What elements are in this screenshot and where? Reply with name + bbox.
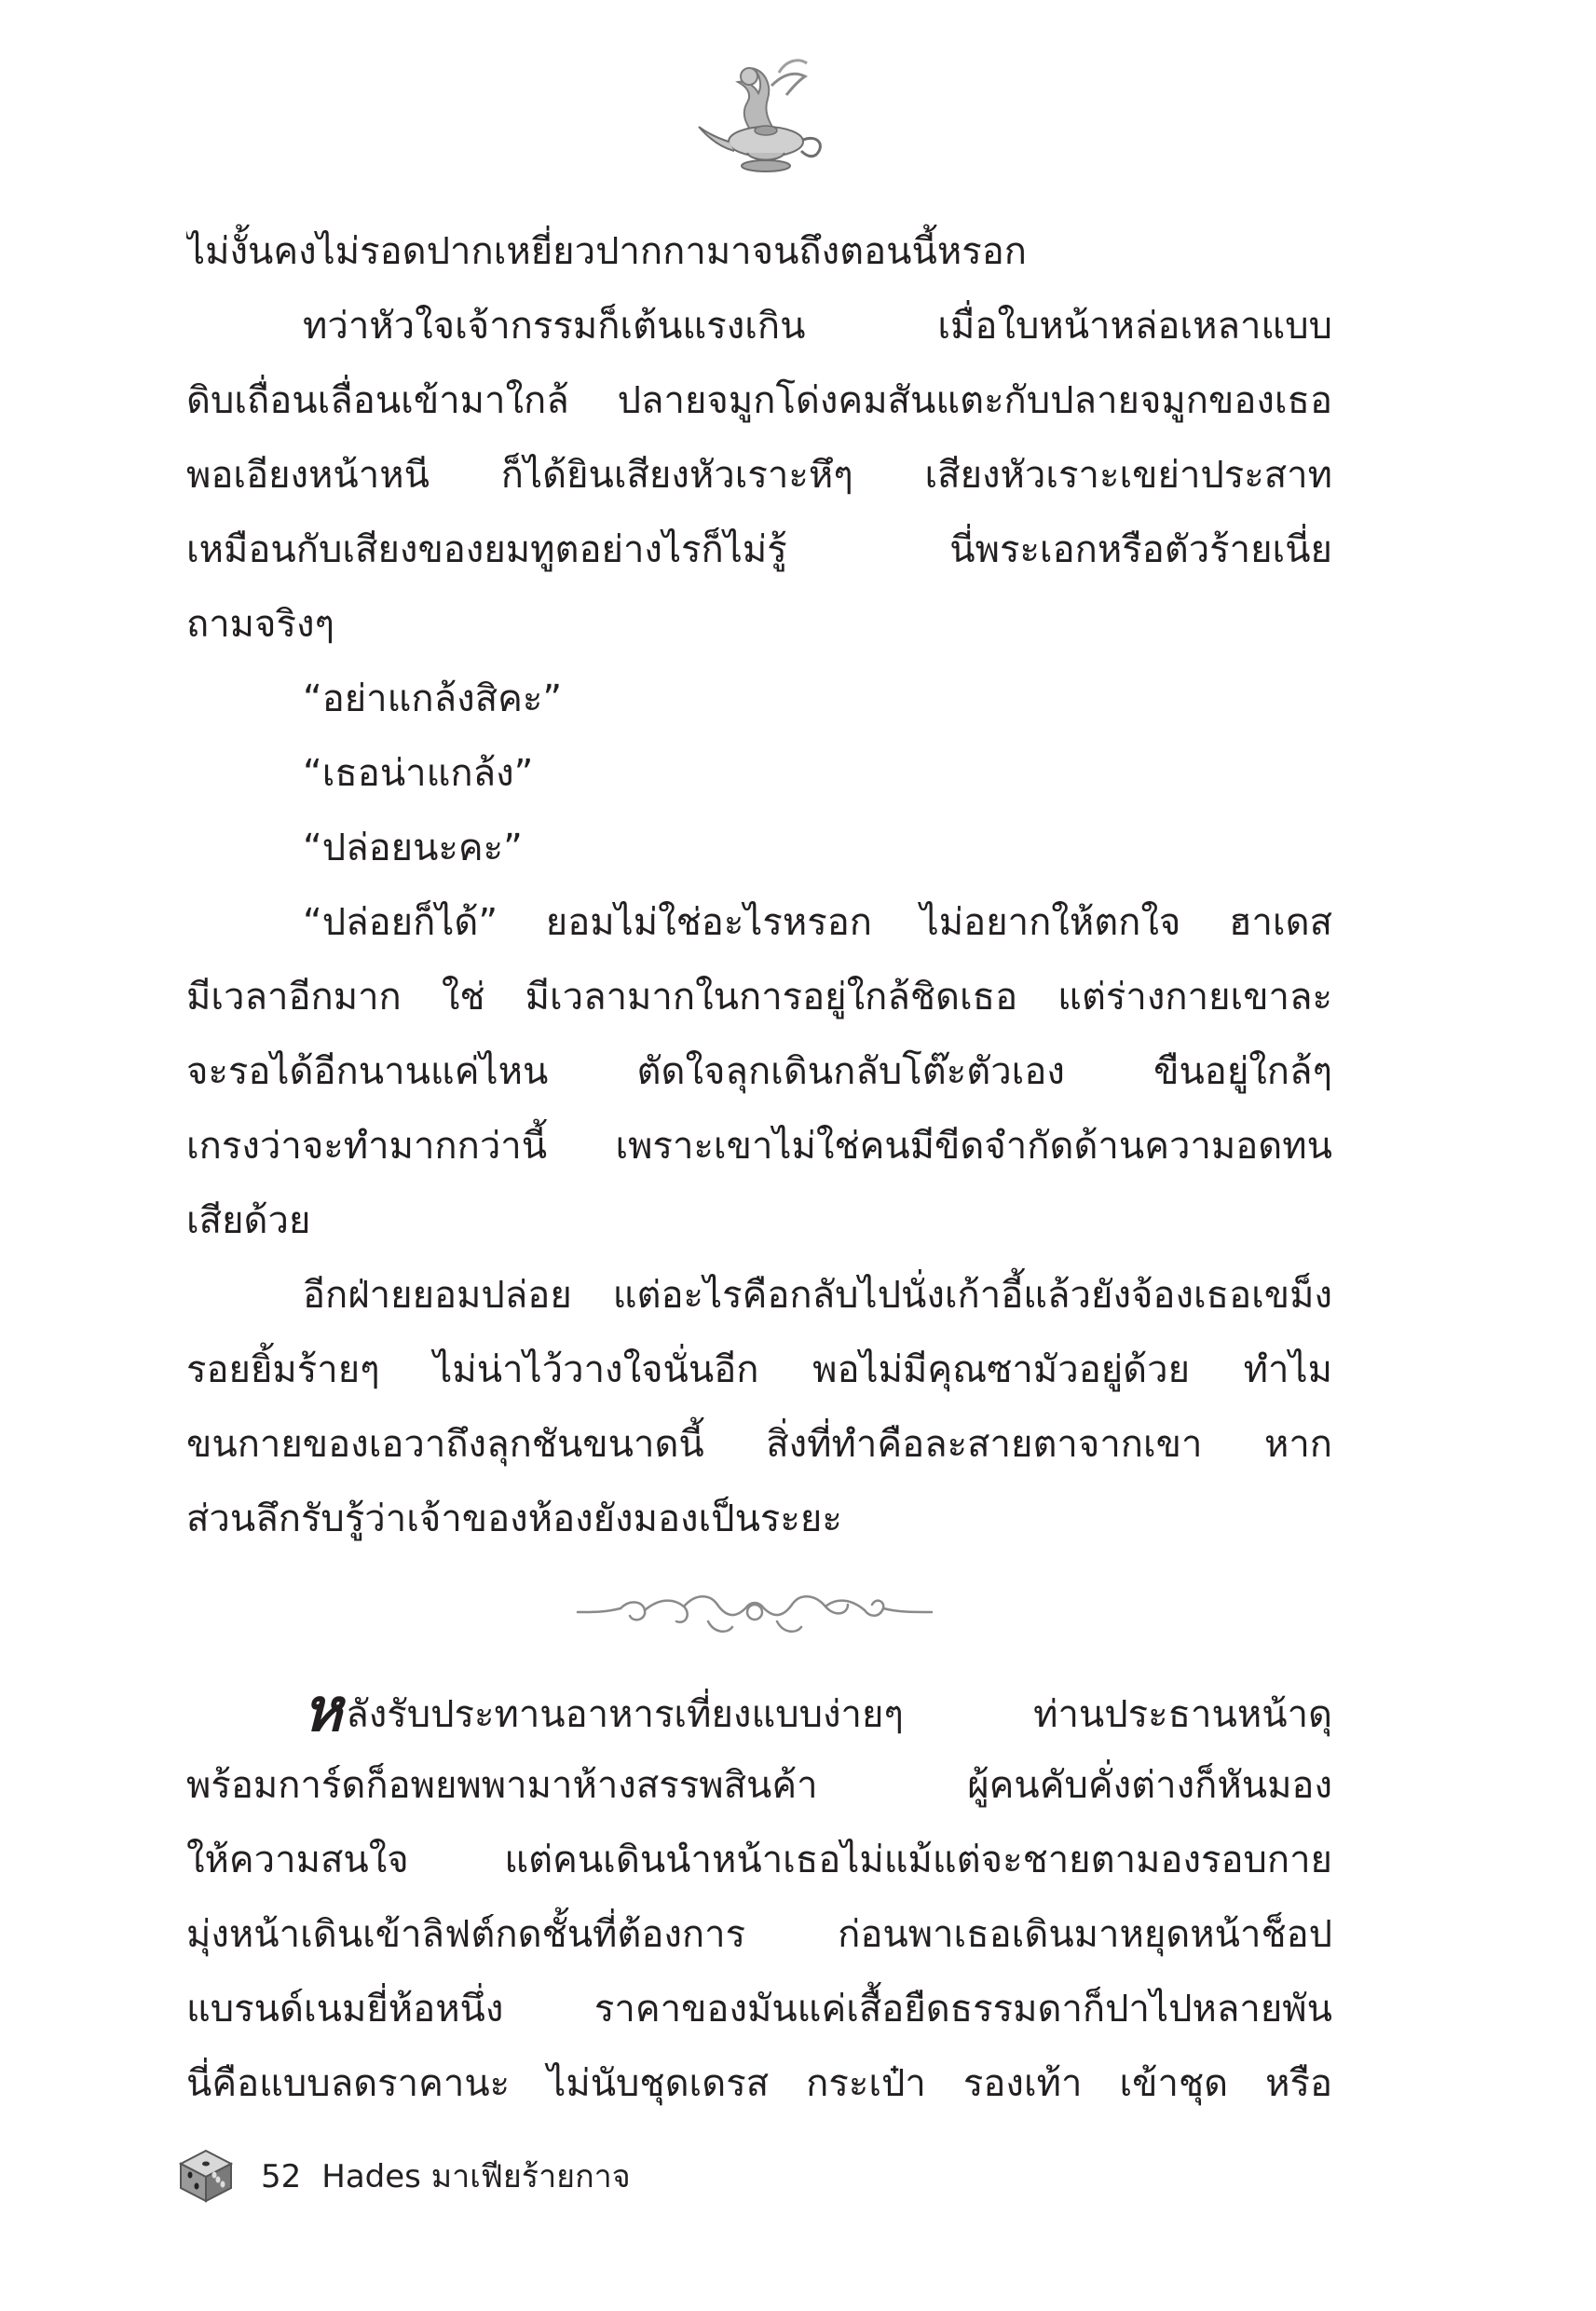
genie-lamp-icon: [689, 48, 829, 179]
text-line: จะรอได้อีกนานแค่ไหน ตัดใจลุกเดินกลับโต๊ะตัวเอง ขืนอยู่ใกล้ๆ: [186, 1050, 1332, 1093]
text-line: มุ่งหน้าเดินเข้าลิฟต์กดชั้นที่ต้องการ ก่อนพาเธอเดินมาหยุดหน้าช็อป: [186, 1913, 1332, 1956]
text-line: ขนกายของเอวาถึงลุกชันขนาดนี้ สิ่งที่ทำคือละสายตาจากเขา หาก: [186, 1423, 1332, 1466]
text-line: “ปล่อยก็ได้” ยอมไม่ใช่อะไรหรอก ไม่อยากให้ตกใจ ฮาเดส: [303, 901, 1332, 944]
text-line-with-dropcap: [186, 1674, 1332, 1748]
text-line: พอเอียงหน้าหนี ก็ได้ยินเสียงหัวเราะหึๆ เสียงหัวเราะเขย่าประสาท: [186, 454, 1332, 497]
dialogue-line: “เธอน่าแกล้ง”: [303, 752, 534, 795]
text-line: พร้อมการ์ดก็อพยพพามาห้างสรรพสินค้า ผู้คนคับคั่งต่างก็หันมอง: [186, 1764, 1332, 1807]
flourish-divider-icon: [568, 1580, 941, 1646]
text-line: แบรนด์เนมยี่ห้อหนึ่ง ราคาของมันแค่เสื้อยืดธรรมดาก็ปาไปหลายพัน: [186, 1988, 1332, 2031]
text-line: ไม่งั้นคงไม่รอดปากเหยี่ยวปากกามาจนถึงตอนนี้หรอก: [186, 230, 1027, 273]
text-line: ดิบเถื่อนเลื่อนเข้ามาใกล้ ปลายจมูกโด่งคมสันแตะกับปลายจมูกของเธอ: [186, 379, 1332, 422]
text-line: นี่คือแบบลดราคานะ ไม่นับชุดเดรส กระเป๋า รองเท้า เข้าชุด หรือ: [186, 2062, 1332, 2105]
text-line: มีเวลาอีกมาก ใช่ มีเวลามากในการอยู่ใกล้ชิดเธอ แต่ร่างกายเขาละ: [186, 976, 1332, 1019]
text-line: ลังรับประทานอาหารเที่ยงแบบง่ายๆ ท่านประธานหน้าดุ: [346, 1693, 1332, 1736]
text-line: เกรงว่าจะทำมากกว่านี้ เพราะเขาไม่ใช่คนมีขีดจำกัดด้านความอดทน: [186, 1125, 1332, 1168]
text-line: รอยยิ้มร้ายๆ ไม่น่าไว้วางใจนั่นอีก พอไม่มีคุณซามัวอยู่ด้วย ทำไม: [186, 1348, 1332, 1391]
text-block-top: [186, 214, 1332, 1556]
drop-cap: ห: [303, 1675, 343, 1745]
footer-text: [261, 2151, 631, 2201]
book-title: Hades มาเฟียร้ายกาจ: [321, 2158, 631, 2195]
dialogue-line: “ปล่อยนะคะ”: [303, 827, 523, 869]
page-number: 52: [261, 2158, 302, 2195]
text-line: ให้ความสนใจ แต่คนเดินนำหน้าเธอไม่แม้แต่จะชายตามองรอบกาย: [186, 1839, 1332, 1881]
text-line: ถามจริงๆ: [186, 603, 334, 646]
text-line: อีกฝ่ายยอมปล่อย แต่อะไรคือกลับไปนั่งเก้าอี้แล้วยังจ้องเธอเขม็ง: [303, 1274, 1332, 1317]
text-line: ทว่าหัวใจเจ้ากรรมก็เต้นแรงเกิน เมื่อใบหน้าหล่อเหลาแบบ: [303, 305, 1332, 348]
text-line: ส่วนลึกรับรู้ว่าเจ้าของห้องยังมองเป็นระยะ: [186, 1497, 842, 1540]
page-footer: [177, 2143, 631, 2208]
text-line: เสียด้วย: [186, 1199, 311, 1242]
text-block-bottom: [186, 1674, 1332, 2121]
text-line: เหมือนกับเสียงของยมทูตอย่างไรก็ไม่รู้ นี่พระเอกหรือตัวร้ายเนี่ย: [186, 528, 1332, 571]
dialogue-line: “อย่าแกล้งสิคะ”: [303, 677, 563, 720]
dice-icon: [177, 2147, 235, 2205]
